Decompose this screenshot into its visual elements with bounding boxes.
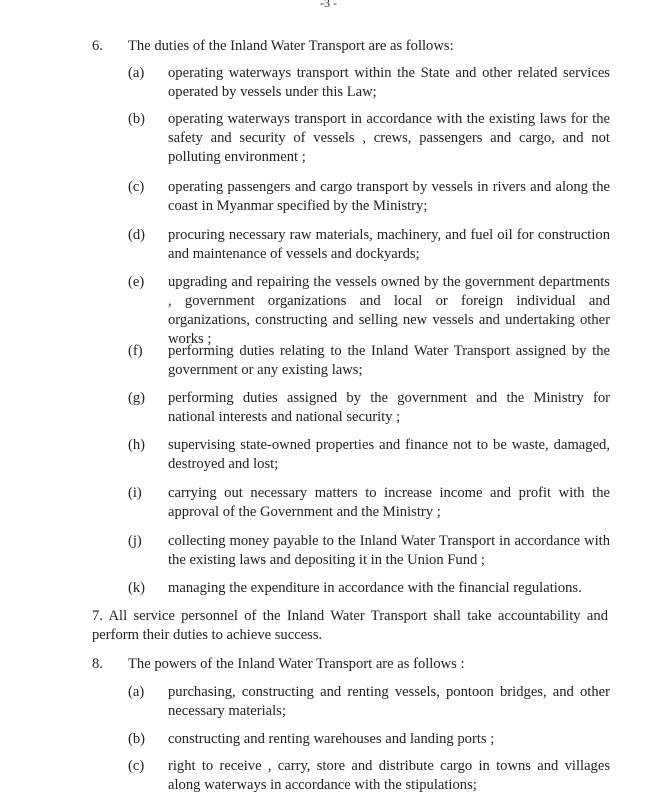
item-text: right to receive , carry, store and distribute cargo in towns and villages along waterways in accordance with the stipulations; — [168, 758, 610, 793]
item-text: operating waterways transport in accordance with the existing laws for the safety and security of vessels , crews, passengers and cargo, and not polluting environment ; — [168, 111, 610, 165]
item-text: operating waterways transport within the State and other related services operated by vessels under this Law; — [168, 65, 610, 100]
list-item — [128, 484, 610, 522]
list-item — [128, 436, 610, 474]
item-label: (f) — [128, 343, 143, 359]
item-label: (b) — [128, 731, 146, 747]
item-text: performing duties assigned by the government and the Ministry for national interests and national security ; — [168, 390, 610, 425]
item-label: (g) — [128, 390, 146, 406]
list-item — [128, 64, 610, 102]
list-item — [128, 342, 610, 380]
section-heading-text: The duties of the Inland Water Transport are as follows: — [128, 38, 454, 54]
item-text: collecting money payable to the Inland Water Transport in accordance with the existing laws and depositing it in the Union Fund ; — [168, 533, 610, 568]
list-item — [128, 226, 610, 264]
item-label: (k) — [128, 580, 146, 596]
section-heading-text: The powers of the Inland Water Transport are as follows : — [128, 656, 465, 672]
list-item — [128, 757, 610, 795]
item-text: supervising state-owned properties and finance not to be waste, damaged, destroyed and lost; — [168, 437, 610, 472]
item-label: (i) — [128, 485, 142, 501]
item-label: (h) — [128, 437, 146, 453]
item-label: (j) — [128, 533, 142, 549]
list-item — [128, 273, 610, 349]
item-label: (c) — [128, 179, 145, 195]
item-text: procuring necessary raw materials, machinery, and fuel oil for construction and maintenance of vessels and dockyards; — [168, 227, 610, 262]
item-label: (d) — [128, 227, 146, 243]
list-item — [128, 532, 610, 570]
item-text: managing the expenditure in accordance with the financial regulations. — [168, 580, 582, 596]
item-label: (a) — [128, 684, 145, 700]
section-7-paragraph: 7. All service personnel of the Inland Water Transport shall take accountability and perform their duties to achieve success. — [92, 608, 608, 643]
item-label: (c) — [128, 758, 145, 774]
item-label: (e) — [128, 274, 145, 290]
item-text: purchasing, constructing and renting vessels, pontoon bridges, and other necessary materials; — [168, 684, 610, 719]
item-text: upgrading and repairing the vessels owned by the government departments , government organizations and local or foreign individual and organizations, constructing and selling new vessels and undertaking other works ; — [168, 274, 610, 347]
item-label: (b) — [128, 111, 146, 127]
section-number: 6. — [92, 38, 103, 54]
list-item — [128, 683, 610, 721]
list-item — [128, 110, 610, 167]
section-number: 8. — [92, 656, 103, 672]
item-text: operating passengers and cargo transport by vessels in rivers and along the coast in Myanmar specified by the Ministry; — [168, 179, 610, 214]
list-item — [128, 389, 610, 427]
item-text: performing duties relating to the Inland Water Transport assigned by the government or any existing laws; — [168, 343, 610, 378]
page-number: -3 - — [320, 0, 337, 10]
item-text: constructing and renting warehouses and landing ports ; — [168, 731, 495, 747]
list-item — [128, 178, 610, 216]
list-item — [128, 730, 610, 749]
item-label: (a) — [128, 65, 145, 81]
list-item — [128, 579, 610, 598]
item-text: carrying out necessary matters to increase income and profit with the approval of the Government and the Ministry ; — [168, 485, 610, 520]
